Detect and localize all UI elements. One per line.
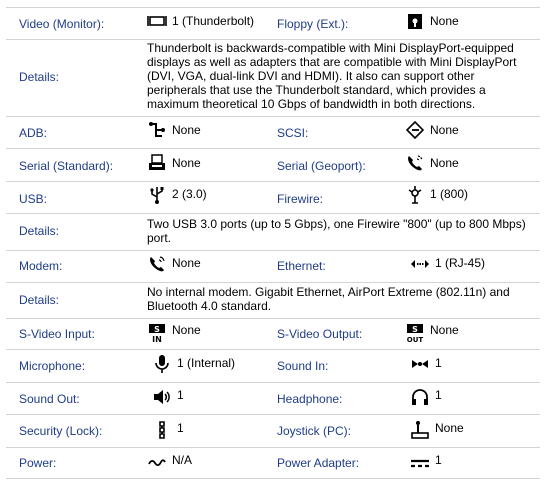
spec-row-network-details	[6, 282, 540, 319]
value-sound-in: 1	[435, 356, 442, 370]
label-ethernet: Ethernet:	[277, 259, 326, 273]
security-lock-icon	[152, 420, 172, 440]
label-firewire: Firewire:	[277, 192, 324, 206]
ethernet-icon	[410, 254, 430, 274]
value-serial-geoport: None	[430, 156, 459, 170]
floppy-disk-icon	[405, 11, 425, 31]
value-serial-standard: None	[172, 156, 201, 170]
label-details: Details:	[19, 70, 60, 84]
details-text: Two USB 3.0 ports (up to 5 Gbps), one Firewire "800" (up to 800 Mbps) port.	[147, 217, 526, 245]
sound-in-icon	[410, 354, 430, 374]
printer-icon	[147, 153, 167, 173]
label-usb: USB:	[19, 192, 48, 206]
svg-text:IN: IN	[152, 335, 162, 343]
label-headphone: Headphone:	[277, 392, 343, 406]
details-text: No internal modem. Gigabit Ethernet, AirPort Extreme (802.11n) and Bluetooth 4.0 standard.	[147, 285, 510, 313]
svideo-in-icon	[147, 323, 167, 343]
label-svideo-output: S-Video Output:	[277, 327, 363, 341]
value-video-monitor: 1 (Thunderbolt)	[172, 14, 255, 28]
label-power-adapter: Power Adapter:	[277, 456, 360, 470]
value-security-lock: 1	[177, 421, 184, 435]
firewire-icon	[405, 185, 425, 205]
value-joystick-pc: None	[435, 421, 464, 435]
value-svideo-output: None	[430, 323, 459, 337]
value-headphone: 1	[435, 388, 442, 402]
spec-row-soundout-headphone	[6, 382, 540, 415]
value-ethernet: 1 (RJ-45)	[435, 256, 486, 270]
value-modem: None	[172, 256, 201, 270]
label-details: Details:	[19, 293, 60, 307]
modem-handset-icon	[147, 254, 167, 274]
monitor-port-icon	[147, 11, 167, 31]
spec-row-svideo	[6, 318, 540, 350]
value-scsi: None	[430, 123, 459, 137]
svg-text:OUT: OUT	[406, 336, 424, 343]
label-sound-in: Sound In:	[277, 359, 329, 373]
microphone-icon	[152, 354, 172, 374]
headphone-icon	[410, 387, 430, 407]
svg-text:S: S	[412, 325, 418, 334]
label-video-monitor: Video (Monitor):	[19, 17, 105, 31]
spec-row-power	[6, 447, 540, 479]
spec-row-security-joystick	[6, 414, 540, 448]
spec-row-mic-soundin	[6, 349, 540, 383]
spec-row-adb-scsi	[6, 116, 540, 149]
spec-row-video-details	[6, 38, 540, 117]
phone-handset-icon	[405, 153, 425, 173]
label-microphone: Microphone:	[19, 359, 86, 373]
svideo-out-icon	[405, 323, 425, 343]
label-details: Details:	[19, 224, 60, 238]
label-security-lock: Security (Lock):	[19, 424, 103, 438]
value-microphone: 1 (Internal)	[177, 356, 236, 370]
speaker-icon	[152, 387, 172, 407]
label-adb: ADB:	[19, 126, 48, 140]
value-power: N/A	[172, 453, 193, 467]
value-usb: 2 (3.0)	[172, 187, 207, 201]
label-serial-geoport: Serial (Geoport):	[277, 159, 366, 173]
details-text: Thunderbolt is backwards-compatible with Mini DisplayPort-equipped displays as well as adapters that are compatible with Mini DisplayPort (DVI, VGA, dual-link DVI and HDMI). It also can support other peripherals that use the Thunderbolt standard, which provides a maximum theoretical 10 Gbps of bandwidth in both directions.	[147, 41, 517, 111]
value-sound-out: 1	[177, 388, 184, 402]
spec-row-modem-ethernet	[6, 250, 540, 283]
adb-port-icon	[147, 120, 167, 140]
scsi-port-icon	[405, 120, 425, 140]
svg-text:S: S	[154, 325, 160, 334]
value-power-adapter: 1	[435, 453, 442, 467]
value-svideo-input: None	[172, 323, 201, 337]
value-firewire: 1 (800)	[430, 187, 469, 201]
label-svideo-input: S-Video Input:	[19, 327, 95, 341]
value-adb: None	[172, 123, 201, 137]
spec-row-usb-firewire	[6, 181, 540, 214]
label-scsi: SCSI:	[277, 126, 309, 140]
dc-power-icon	[410, 453, 430, 473]
joystick-icon	[410, 420, 430, 440]
spec-row-usb-details	[6, 213, 540, 251]
ac-power-icon	[147, 453, 167, 473]
usb-icon	[147, 185, 167, 205]
spec-row-video-floppy	[6, 7, 540, 40]
label-sound-out: Sound Out:	[19, 392, 80, 406]
label-floppy-ext: Floppy (Ext.):	[277, 17, 349, 31]
label-joystick-pc: Joystick (PC):	[277, 424, 352, 438]
value-floppy-ext: None	[430, 14, 459, 28]
spec-row-serial	[6, 148, 540, 182]
label-modem: Modem:	[19, 259, 63, 273]
label-power: Power:	[19, 456, 57, 470]
label-serial-standard: Serial (Standard):	[19, 159, 114, 173]
